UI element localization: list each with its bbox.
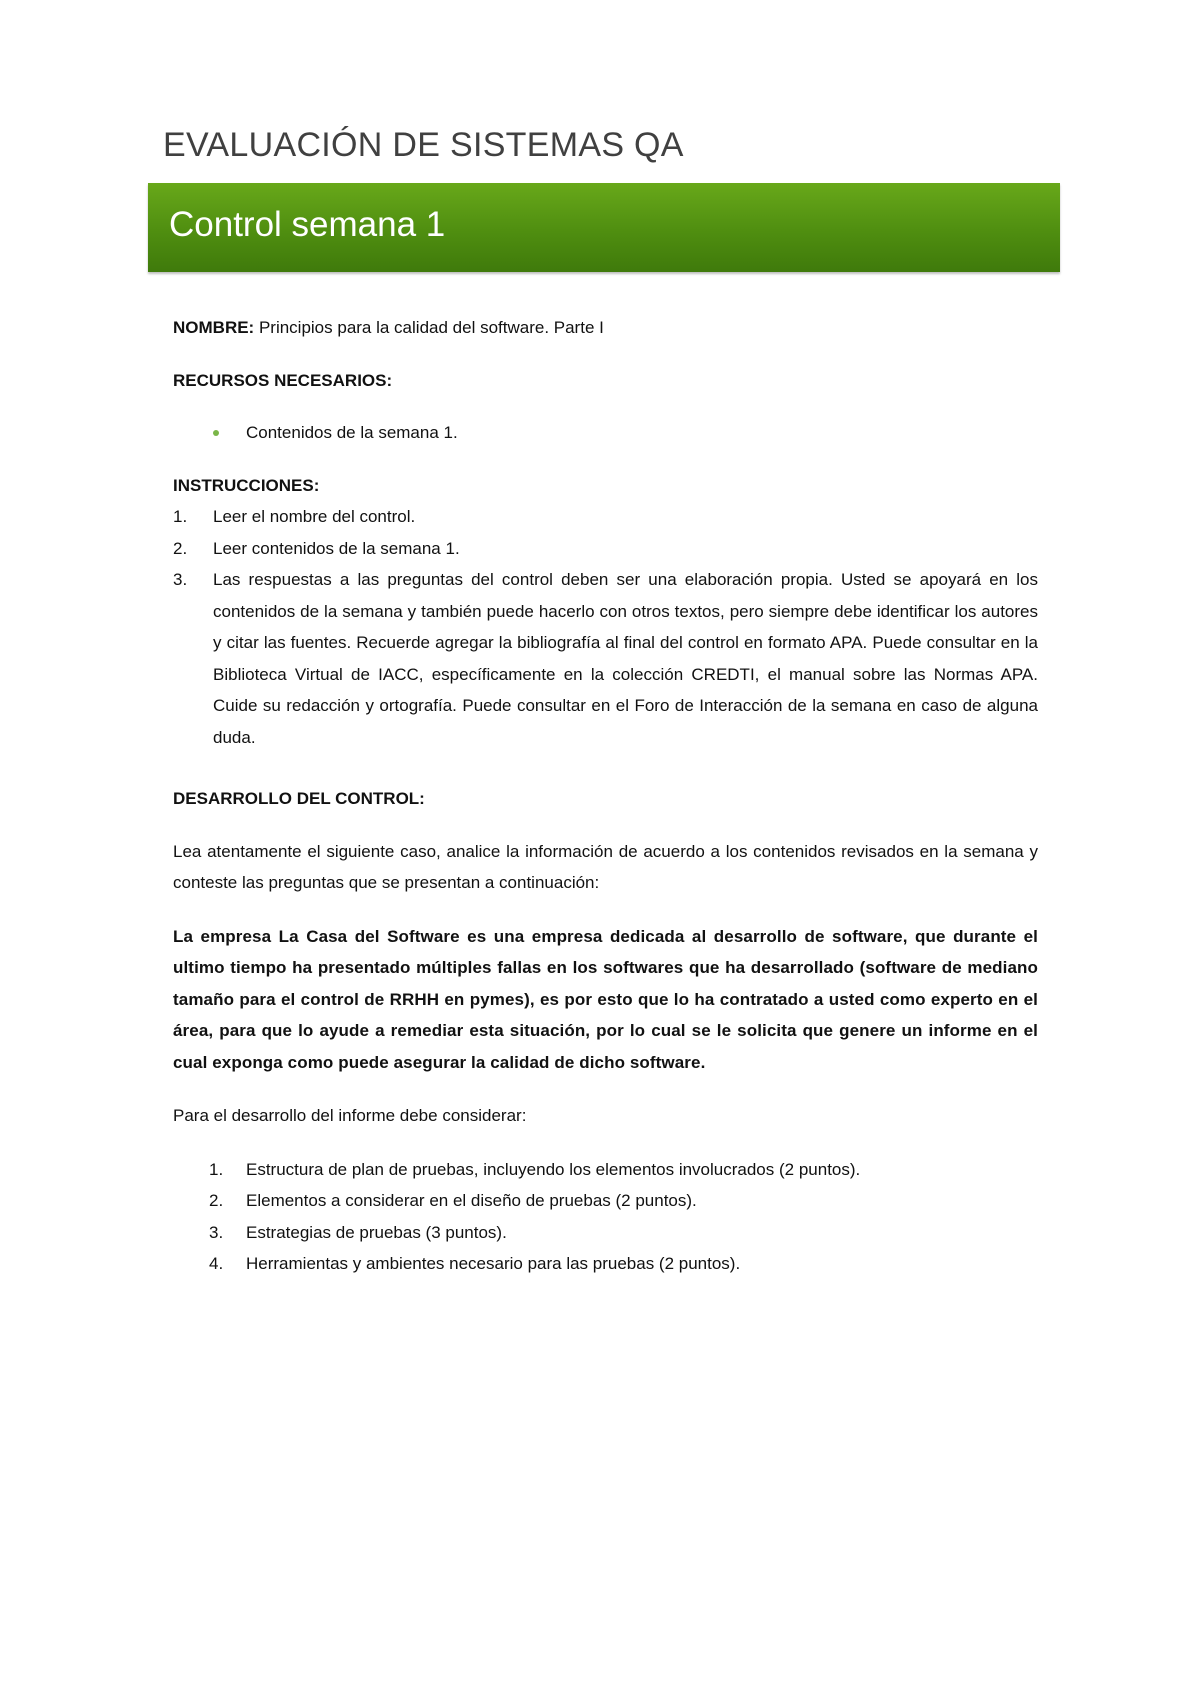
nombre-value: Principios para la calidad del software. Parte I <box>254 318 604 337</box>
nombre-line <box>173 312 1038 344</box>
case-description: La empresa La Casa del Software es una empresa dedicada al desarrollo de software, que durante el ultimo tiempo ha presentado múltiples fallas en los softwares que ha desarrollado (software de mediano tamaño para el control de RRHH en pymes), es por esto que lo ha contratado a usted como experto en el área, para que lo ayude a remediar esta situación, por lo cual se le solicita que genere un informe en el cual exponga como puede asegurar la calidad de dicho software. <box>173 926 1038 1072</box>
list-item-text: Elementos a considerar en el diseño de pruebas (2 puntos). <box>246 1191 697 1210</box>
list-item <box>173 533 1038 565</box>
list-number: 1. <box>173 507 188 526</box>
recursos-label: RECURSOS NECESARIOS: <box>173 370 393 390</box>
nombre-label: NOMBRE: <box>173 318 255 337</box>
section-banner <box>148 183 1060 272</box>
desarrollo-intro: Lea atentamente el siguiente caso, analice la información de acuerdo a los contenidos revisados en la semana y conteste las preguntas que se presentan a continuación: <box>173 841 1038 892</box>
consider-text: Para el desarrollo del informe debe considerar: <box>173 1106 527 1125</box>
list-item <box>173 1185 1038 1217</box>
list-number: 1. <box>209 1159 224 1179</box>
list-item <box>173 417 1038 449</box>
list-item-text: Leer contenidos de la semana 1. <box>213 538 460 558</box>
recursos-item-text: Contenidos de la semana 1. <box>246 423 458 442</box>
list-number: 2. <box>173 538 188 558</box>
list-item <box>173 564 1038 753</box>
list-item <box>173 501 1038 533</box>
list-number: 4. <box>209 1254 224 1273</box>
instrucciones-list <box>173 501 1038 753</box>
bullet-dot-icon <box>213 430 219 436</box>
desarrollo-label: DESARROLLO DEL CONTROL: <box>173 789 425 808</box>
banner-title: Control semana 1 <box>169 205 446 244</box>
list-number: 3. <box>209 1222 224 1242</box>
instrucciones-label: INSTRUCCIONES: <box>173 475 320 495</box>
list-item <box>173 1154 1038 1186</box>
list-item <box>173 1248 1038 1280</box>
list-item-text: Estructura de plan de pruebas, incluyendo los elementos involucrados (2 puntos). <box>246 1159 861 1179</box>
list-item <box>173 1217 1038 1249</box>
list-number: 2. <box>209 1191 224 1210</box>
list-item-text: Leer el nombre del control. <box>213 507 416 526</box>
document-body <box>173 312 1038 1280</box>
list-item-text: Herramientas y ambientes necesario para las pruebas (2 puntos). <box>246 1254 741 1273</box>
list-item-text: Estrategias de pruebas (3 puntos). <box>246 1222 507 1242</box>
tasks-list <box>173 1154 1038 1280</box>
document-title: EVALUACIÓN DE SISTEMAS QA <box>163 126 684 164</box>
list-number: 3. <box>173 570 188 589</box>
recursos-list <box>173 417 1038 449</box>
list-item-text: Las respuestas a las preguntas del control deben ser una elaboración propia. Usted se apoyará en los contenidos de la semana y también puede hacerlo con otros textos, pero siempre debe identificar los autores y citar las fuentes. Recuerde agregar la bibliografía al final del control en formato APA. Puede consultar en la Biblioteca Virtual de IACC, específicamente en la colección CREDTI, el manual sobre las Normas APA. Cuide su redacción y ortografía. Puede consultar en el Foro de Interacción de la semana en caso de alguna duda. <box>213 570 1038 747</box>
